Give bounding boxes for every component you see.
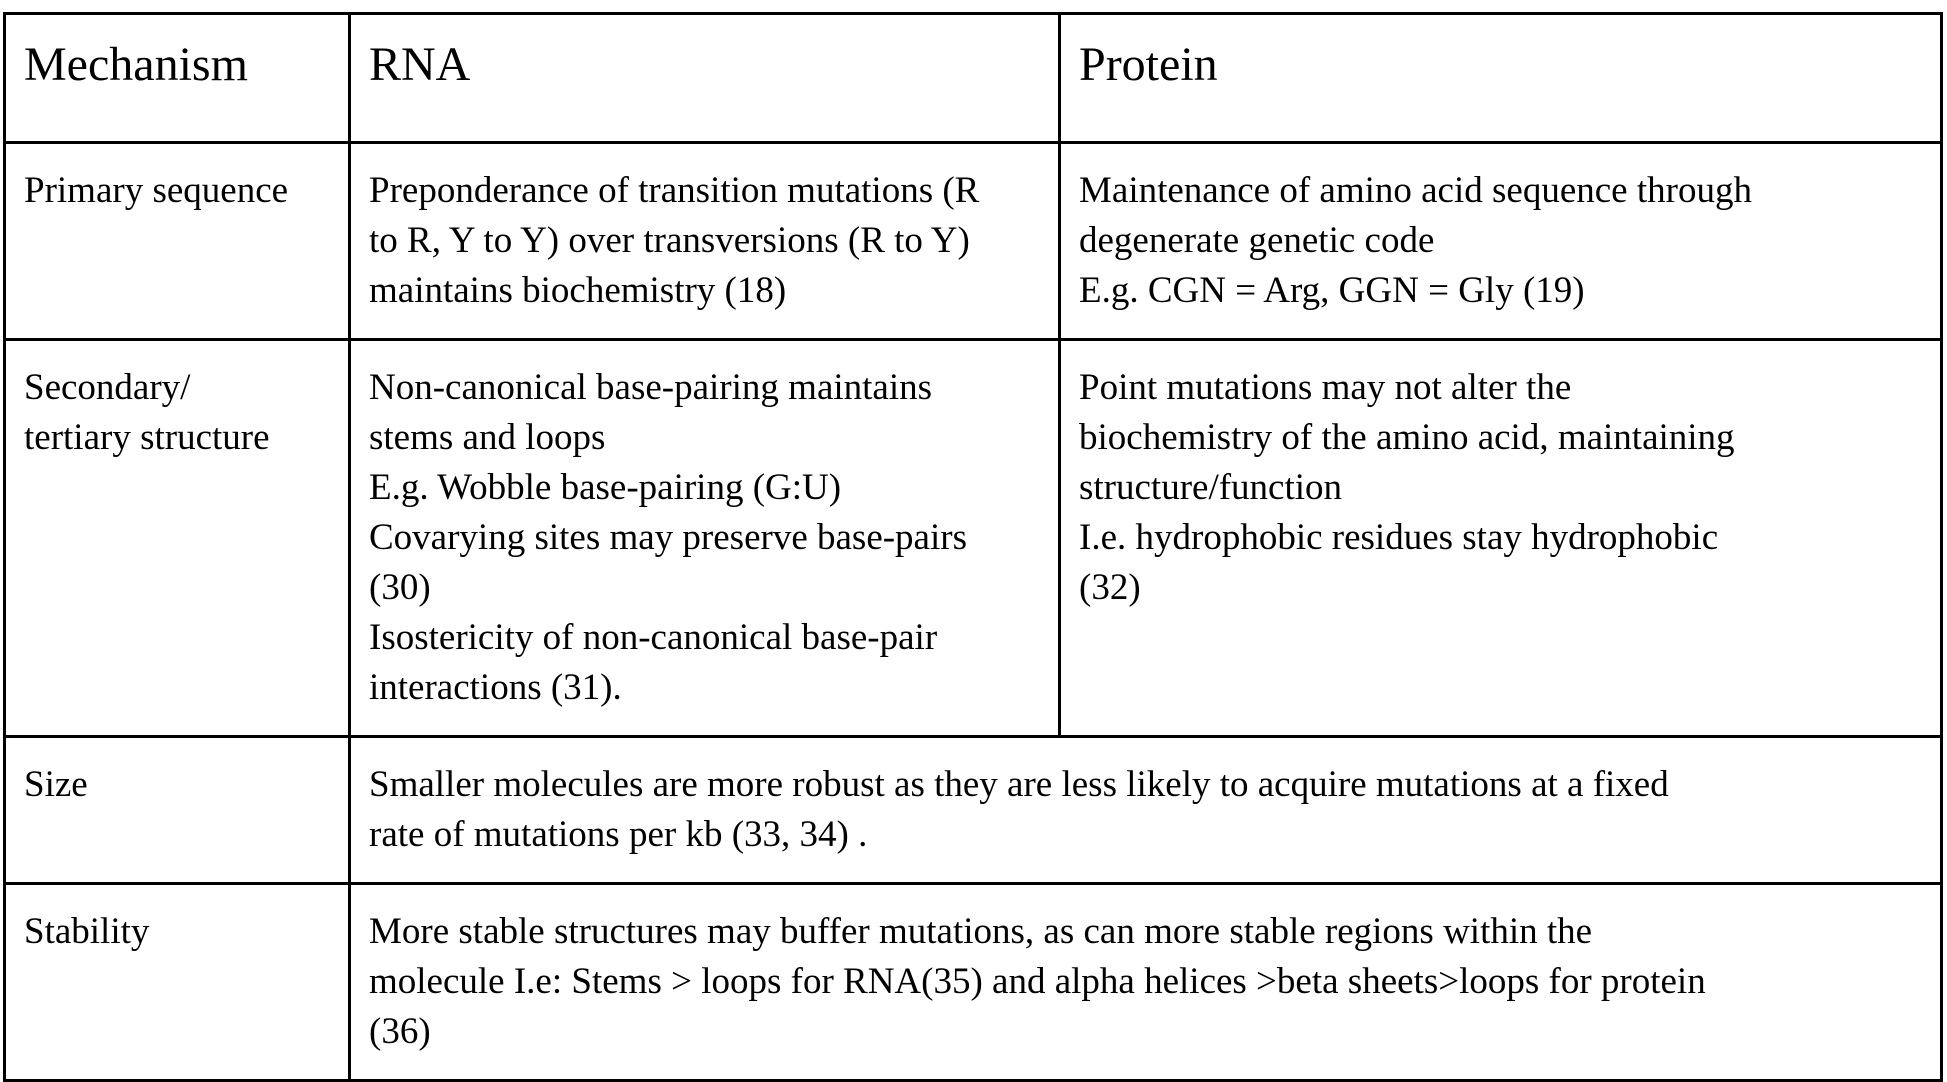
mechanism-cell: Stability [5,884,350,1081]
table-row [5,737,1942,884]
header-rna: RNA [350,14,1060,143]
protein-cell: Maintenance of amino acid sequence through degenerate genetic code E.g. CGN = Arg, GGN = Gly (19) [1060,143,1942,340]
mechanism-table [3,12,1943,1082]
header-protein: Protein [1060,14,1942,143]
rna-cell: Preponderance of transition mutations (R to R, Y to Y) over transversions (R to Y) maintains biochemistry (18) [350,143,1060,340]
protein-cell: Point mutations may not alter the biochemistry of the amino acid, maintaining structure/function I.e. hydrophobic residues stay hydrophobic (32) [1060,340,1942,737]
table-row [5,340,1942,737]
table-row [5,143,1942,340]
header-mechanism: Mechanism [5,14,350,143]
rna-cell: Non-canonical base-pairing maintains stems and loops E.g. Wobble base-pairing (G:U) Covarying sites may preserve base-pairs (30) Isostericity of non-canonical base-pair interactions (31). [350,340,1060,737]
mechanism-cell: Secondary/ tertiary structure [5,340,350,737]
table-row [5,884,1942,1081]
mechanism-cell: Primary sequence [5,143,350,340]
combined-cell: More stable structures may buffer mutations, as can more stable regions within the molecule I.e: Stems > loops for RNA(35) and alpha helices >beta sheets>loops for protein (36) [350,884,1942,1081]
mechanism-cell: Size [5,737,350,884]
header-row [5,14,1942,143]
combined-cell: Smaller molecules are more robust as they are less likely to acquire mutations at a fixed rate of mutations per kb (33, 34) . [350,737,1942,884]
